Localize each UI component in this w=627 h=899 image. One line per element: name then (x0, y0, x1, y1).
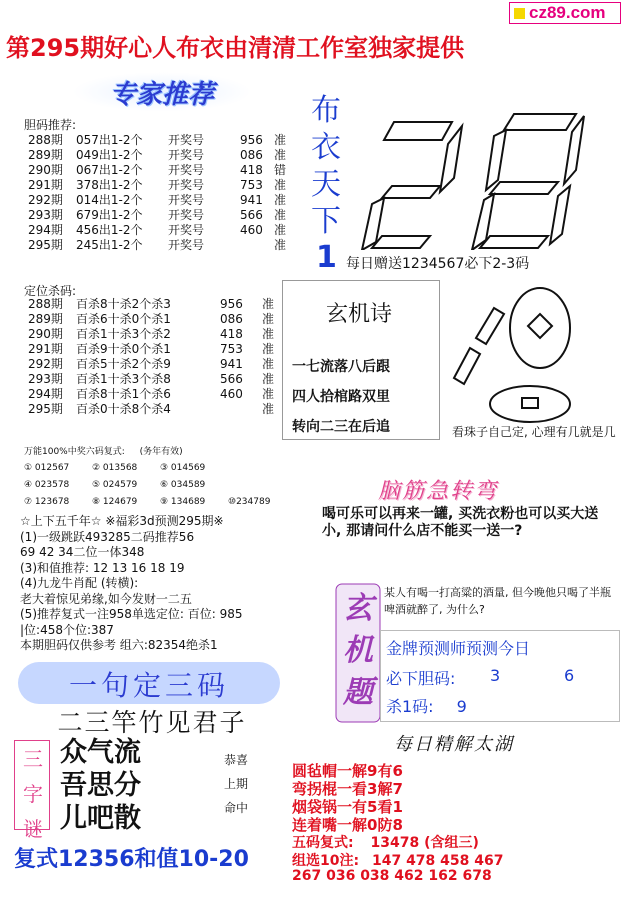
group-item: ④ 023578 (24, 480, 70, 490)
group-item: ⑨ 134689 (160, 497, 206, 507)
dan-period: 290期 (28, 163, 63, 177)
fushi-sum: 复式12356和值10-20 (14, 847, 249, 872)
dan-mark: 准 (274, 193, 287, 207)
daily-gift: 每日赠送1234567必下2-3码 (346, 256, 530, 272)
watermark-badge (509, 2, 621, 24)
kill-pick: 百杀8十杀2个杀3 (76, 297, 171, 311)
kill-mark: 准 (262, 297, 275, 311)
dan-period: 292期 (28, 193, 63, 207)
table-row (28, 163, 308, 178)
group-item: ③ 014569 (160, 463, 206, 473)
kill-pick: 百杀8十杀1个杀6 (76, 387, 171, 401)
kill-period: 288期 (28, 297, 63, 311)
xuanji-title-char: 题 (343, 675, 373, 710)
dan-period: 291期 (28, 178, 63, 192)
lotto-line: (5)推荐复式一注958单选定位: 百位: 985 (20, 607, 243, 621)
table-row (28, 223, 308, 238)
group10 (292, 850, 504, 870)
dan-tag: 开奖号 (168, 238, 205, 252)
coin-note: 看珠子自己定, 心理有几就是几 (452, 425, 616, 439)
dan-mark: 准 (274, 223, 287, 237)
kill-result: 956 (220, 297, 243, 311)
kill-one (386, 694, 467, 717)
kill-table (28, 297, 308, 417)
kill-one-label: 杀1码: (386, 697, 434, 716)
table-row (28, 357, 308, 372)
solve-line-1: 圆毡帽一解9有6 (292, 762, 403, 780)
must-dan-value-1: 3 (490, 666, 501, 685)
lotto-line: ☆上下五千年☆ ※福彩3d预测295期※ (20, 514, 224, 528)
dan-mark: 准 (274, 178, 287, 192)
idiom-line: 二三竿竹见君子 (57, 708, 247, 737)
vertical-title-char: 下 (311, 204, 341, 239)
table-row (28, 372, 308, 387)
kill-result: 086 (220, 312, 243, 326)
table-row (28, 297, 308, 312)
kill-mark: 准 (262, 357, 275, 371)
groups-grid (24, 460, 314, 511)
one-sentence-title: 一句定三码 (68, 669, 229, 702)
dan-mark: 准 (274, 148, 287, 162)
dan-pick: 378出1-2个 (76, 178, 143, 192)
group-item: ⑧ 124679 (92, 497, 138, 507)
riddle-lines (60, 736, 141, 835)
solve-line-3: 烟袋锅一有5看1 (292, 798, 403, 816)
dan-pick: 049出1-2个 (76, 148, 143, 162)
dan-mark: 准 (274, 238, 287, 252)
dan-tag: 开奖号 (168, 208, 205, 222)
watermark-text: cz89.com (529, 3, 606, 22)
lotto-forecast (20, 514, 316, 654)
lotto-line: 老大着惊见弟缘,如今发财一二五 (20, 591, 192, 606)
must-dan-label: 必下胆码: (386, 669, 456, 688)
vertical-title-char: 天 (311, 167, 341, 202)
kill-result: 941 (220, 357, 243, 371)
groups-note: (务年有效) (139, 447, 183, 457)
dan-pick: 245出1-2个 (76, 238, 143, 252)
table-row (28, 312, 308, 327)
xuanji-title-char: 玄 (343, 591, 373, 626)
group-item: ⑩234789 (228, 497, 271, 507)
groups-row (24, 460, 314, 477)
groups-label: 万能100%中奖六码复式: (24, 447, 125, 457)
lotto-line: 本期胆码仅供参考 组六:82354绝杀1 (20, 638, 218, 652)
group10-values-b: 267 036 038 462 162 678 (292, 868, 492, 884)
kill-label: 定位杀码: (24, 284, 77, 298)
kill-pick: 百杀5十杀2个杀9 (76, 357, 171, 371)
dan-result: 086 (240, 148, 263, 162)
group-item: ② 013568 (92, 463, 138, 473)
table-row (28, 178, 308, 193)
dan-pick: 014出1-2个 (76, 193, 143, 207)
vertical-title (306, 92, 346, 240)
kill-mark: 准 (262, 402, 275, 416)
dan-period: 295期 (28, 238, 63, 252)
poem-line-2: 四人拾棺路双里 (292, 389, 390, 405)
kill-period: 291期 (28, 342, 63, 356)
dan-period: 294期 (28, 223, 63, 237)
dan-pick: 456出1-2个 (76, 223, 143, 237)
square-icon (514, 8, 525, 19)
dan-label: 胆码推荐: (24, 118, 77, 132)
poem-title: 玄机诗 (326, 302, 393, 327)
table-row (28, 133, 308, 148)
riddle-line-1: 众气流 (60, 737, 141, 768)
table-row (28, 208, 308, 223)
group10-values-a: 147 478 458 467 (371, 853, 504, 869)
group-item: ⑦ 123678 (24, 497, 70, 507)
five-combo (292, 832, 479, 852)
dan-result: 460 (240, 223, 263, 237)
vertical-number: 1 (316, 240, 337, 275)
table-row (28, 342, 308, 357)
dan-result: 566 (240, 208, 263, 222)
table-row (28, 327, 308, 342)
brain-teaser-title: 脑筋急转弯 (378, 479, 499, 504)
kill-result: 460 (220, 387, 243, 401)
kill-period: 294期 (28, 387, 63, 401)
dan-result: 941 (240, 193, 263, 207)
lotto-line: 69 42 34二位一体348 (20, 545, 145, 559)
five-combo-label: 五码复式: (292, 835, 354, 851)
kill-pick: 百杀9十杀0个杀1 (76, 342, 171, 356)
vertical-title-char: 衣 (311, 130, 341, 165)
table-row (28, 402, 308, 417)
xuanji-title (336, 588, 380, 714)
kill-mark: 准 (262, 342, 275, 356)
group10-label: 组选10注: (292, 853, 360, 869)
lotto-line: (3)和值推荐: 12 13 16 18 19 (20, 560, 185, 575)
kill-result: 418 (220, 327, 243, 341)
riddle-label-char-1: 三 (23, 747, 43, 771)
dan-result: 753 (240, 178, 263, 192)
kill-result: 566 (220, 372, 243, 386)
poem-line-1: 一七流落八后跟 (292, 359, 390, 375)
brain-teaser-question: 喝可乐可以再来一罐, 买洗衣粉也可以买大送小, 那请问什么店不能买一送一? (322, 506, 599, 539)
congrats-line-1: 恭喜 (224, 753, 249, 767)
kill-period: 290期 (28, 327, 63, 341)
dan-pick: 057出1-2个 (76, 133, 143, 147)
must-dan-value-2: 6 (564, 666, 575, 685)
dan-pick: 067出1-2个 (76, 163, 143, 177)
vertical-title-char: 布 (311, 93, 341, 128)
kill-period: 293期 (28, 372, 63, 386)
groups-header (24, 444, 183, 457)
dan-tag: 开奖号 (168, 193, 205, 207)
solve-line-4: 连着嘴一解0防8 (292, 816, 403, 834)
solve-line-2: 弯拐棍一看3解7 (292, 780, 403, 798)
dan-period: 289期 (28, 148, 63, 162)
dan-result: 956 (240, 133, 263, 147)
xuanji-title-char: 机 (343, 633, 373, 668)
kill-pick: 百杀6十杀0个杀1 (76, 312, 171, 326)
dan-result: 418 (240, 163, 263, 177)
dan-mark: 错 (274, 163, 287, 177)
dan-tag: 开奖号 (168, 178, 205, 192)
kill-pick: 百杀1十杀3个杀2 (76, 327, 171, 341)
kill-mark: 准 (262, 387, 275, 401)
congrats-line-2: 上期 (224, 777, 249, 791)
must-dan (386, 666, 616, 689)
kill-pick: 百杀0十杀8个杀4 (76, 402, 171, 416)
kill-mark: 准 (262, 312, 275, 326)
gold-predictor: 金牌预测师预测今日 (386, 639, 531, 658)
table-row (28, 148, 308, 163)
expert-title: 专家推荐 (72, 72, 252, 112)
groups-row (24, 494, 314, 511)
group-item: ⑤ 024579 (92, 480, 138, 490)
dan-pick: 679出1-2个 (76, 208, 143, 222)
five-combo-value: 13478 (含组三) (370, 835, 479, 851)
dan-tag: 开奖号 (168, 148, 205, 162)
poem-line-3: 转向二三在后追 (292, 419, 390, 435)
kill-result: 753 (220, 342, 243, 356)
kill-one-value: 9 (456, 697, 467, 716)
dan-tag: 开奖号 (168, 223, 205, 237)
table-row (28, 193, 308, 208)
dan-mark: 准 (274, 133, 287, 147)
riddle-line-3: 儿吧散 (60, 803, 141, 834)
kill-period: 289期 (28, 312, 63, 326)
dan-mark: 准 (274, 208, 287, 222)
riddle-line-2: 吾思分 (60, 770, 141, 801)
congrats-box (224, 748, 264, 820)
dan-tag: 开奖号 (168, 163, 205, 177)
daily-solve-title: 每日精解太湖 (394, 734, 514, 755)
lotto-line: |位:458个位:387 (20, 622, 114, 637)
lotto-line: (1)一级跳跃493285二码推荐56 (20, 529, 195, 544)
page-title: 第295期好心人布衣由清清工作室独家提供 (6, 34, 465, 62)
kill-period: 292期 (28, 357, 63, 371)
riddle-label-char-3: 谜 (23, 817, 43, 841)
dan-period: 293期 (28, 208, 63, 222)
lotto-line: (4)九龙牛肖配 (转横): (20, 576, 139, 590)
kill-mark: 准 (262, 372, 275, 386)
table-row (28, 238, 308, 253)
kill-pick: 百杀1十杀3个杀8 (76, 372, 171, 386)
groups-row (24, 477, 314, 494)
group-item: ① 012567 (24, 463, 70, 473)
riddle-label-box (14, 740, 50, 841)
kill-period: 295期 (28, 402, 63, 416)
xuanji-question: 某人有喝一打高粱的酒量, 但今晚他只喝了半瓶啤酒就醉了, 为什么? (384, 586, 611, 616)
congrats-line-3: 命中 (224, 801, 249, 815)
dan-period: 288期 (28, 133, 63, 147)
dan-tag: 开奖号 (168, 133, 205, 147)
coins-art (440, 268, 620, 428)
kill-mark: 准 (262, 327, 275, 341)
dan-table (28, 133, 308, 253)
group-item: ⑥ 034589 (160, 480, 206, 490)
riddle-label-char-2: 字 (23, 782, 43, 806)
table-row (28, 387, 308, 402)
big-28-digits-art (344, 100, 614, 250)
